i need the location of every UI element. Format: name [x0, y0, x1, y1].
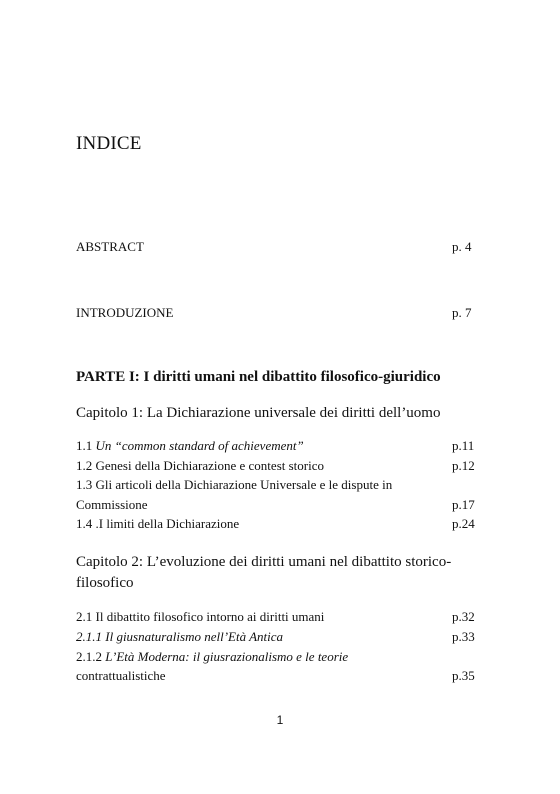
toc-entry-2-1-1: 2.1.1 Il giusnaturalismo nell’Età Antica	[76, 629, 284, 644]
toc-entry-2-1-1-page: p.33	[452, 629, 475, 644]
toc-abstract-label: ABSTRACT	[76, 239, 144, 254]
toc-entry-1-1-number: 1.1	[76, 438, 96, 453]
toc-entry-1-2: 1.2 Genesi della Dichiarazione e contest storico	[76, 458, 324, 473]
toc-entry-2-1-page: p.32	[452, 609, 475, 624]
toc-introduzione-page: p. 7	[452, 305, 472, 320]
toc-entry-1-1-title: Un “common standard of achievement”	[95, 438, 304, 453]
toc-entry-2-1-2-title: L’Età Moderna: il giusrazionalismo e le teorie	[105, 649, 349, 664]
part-heading: PARTE I: I diritti umani nel dibattito filosofico-giuridico	[76, 369, 441, 385]
toc-entry-1-1	[76, 438, 304, 454]
toc-entry-2-1: 2.1 Il dibattito filosofico intorno ai diritti umani	[76, 609, 325, 624]
toc-entry-1-1-page: p.11	[452, 438, 475, 453]
toc-entry-2-1-2-page: p.35	[452, 668, 475, 683]
index-title: INDICE	[76, 133, 142, 154]
chapter2-heading-line1: Capitolo 2: L’evoluzione dei diritti umani nel dibattito storico-	[76, 554, 452, 570]
toc-entry-1-2-page: p.12	[452, 458, 475, 473]
toc-entry-1-4-page: p.24	[452, 516, 475, 531]
toc-entry-2-1-2	[76, 649, 348, 665]
toc-entry-1-3-page: p.17	[452, 497, 475, 512]
toc-entry-1-4: 1.4 .I limiti della Dichiarazione	[76, 516, 240, 531]
chapter1-heading: Capitolo 1: La Dichiarazione universale dei diritti dell’uomo	[76, 405, 441, 421]
toc-entry-1-3-line1: 1.3 Gli articoli della Dichiarazione Universale e le dispute in	[76, 477, 393, 492]
toc-abstract-page: p. 4	[452, 239, 472, 254]
toc-entry-2-1-2-line2: contrattualistiche	[76, 668, 166, 683]
toc-introduzione-label: INTRODUZIONE	[76, 305, 174, 320]
chapter2-heading-line2: filosofico	[76, 575, 134, 591]
toc-entry-1-3-line2: Commissione	[76, 497, 148, 512]
toc-entry-2-1-2-number: 2.1.2	[76, 649, 106, 664]
page-number: 1	[276, 713, 284, 727]
